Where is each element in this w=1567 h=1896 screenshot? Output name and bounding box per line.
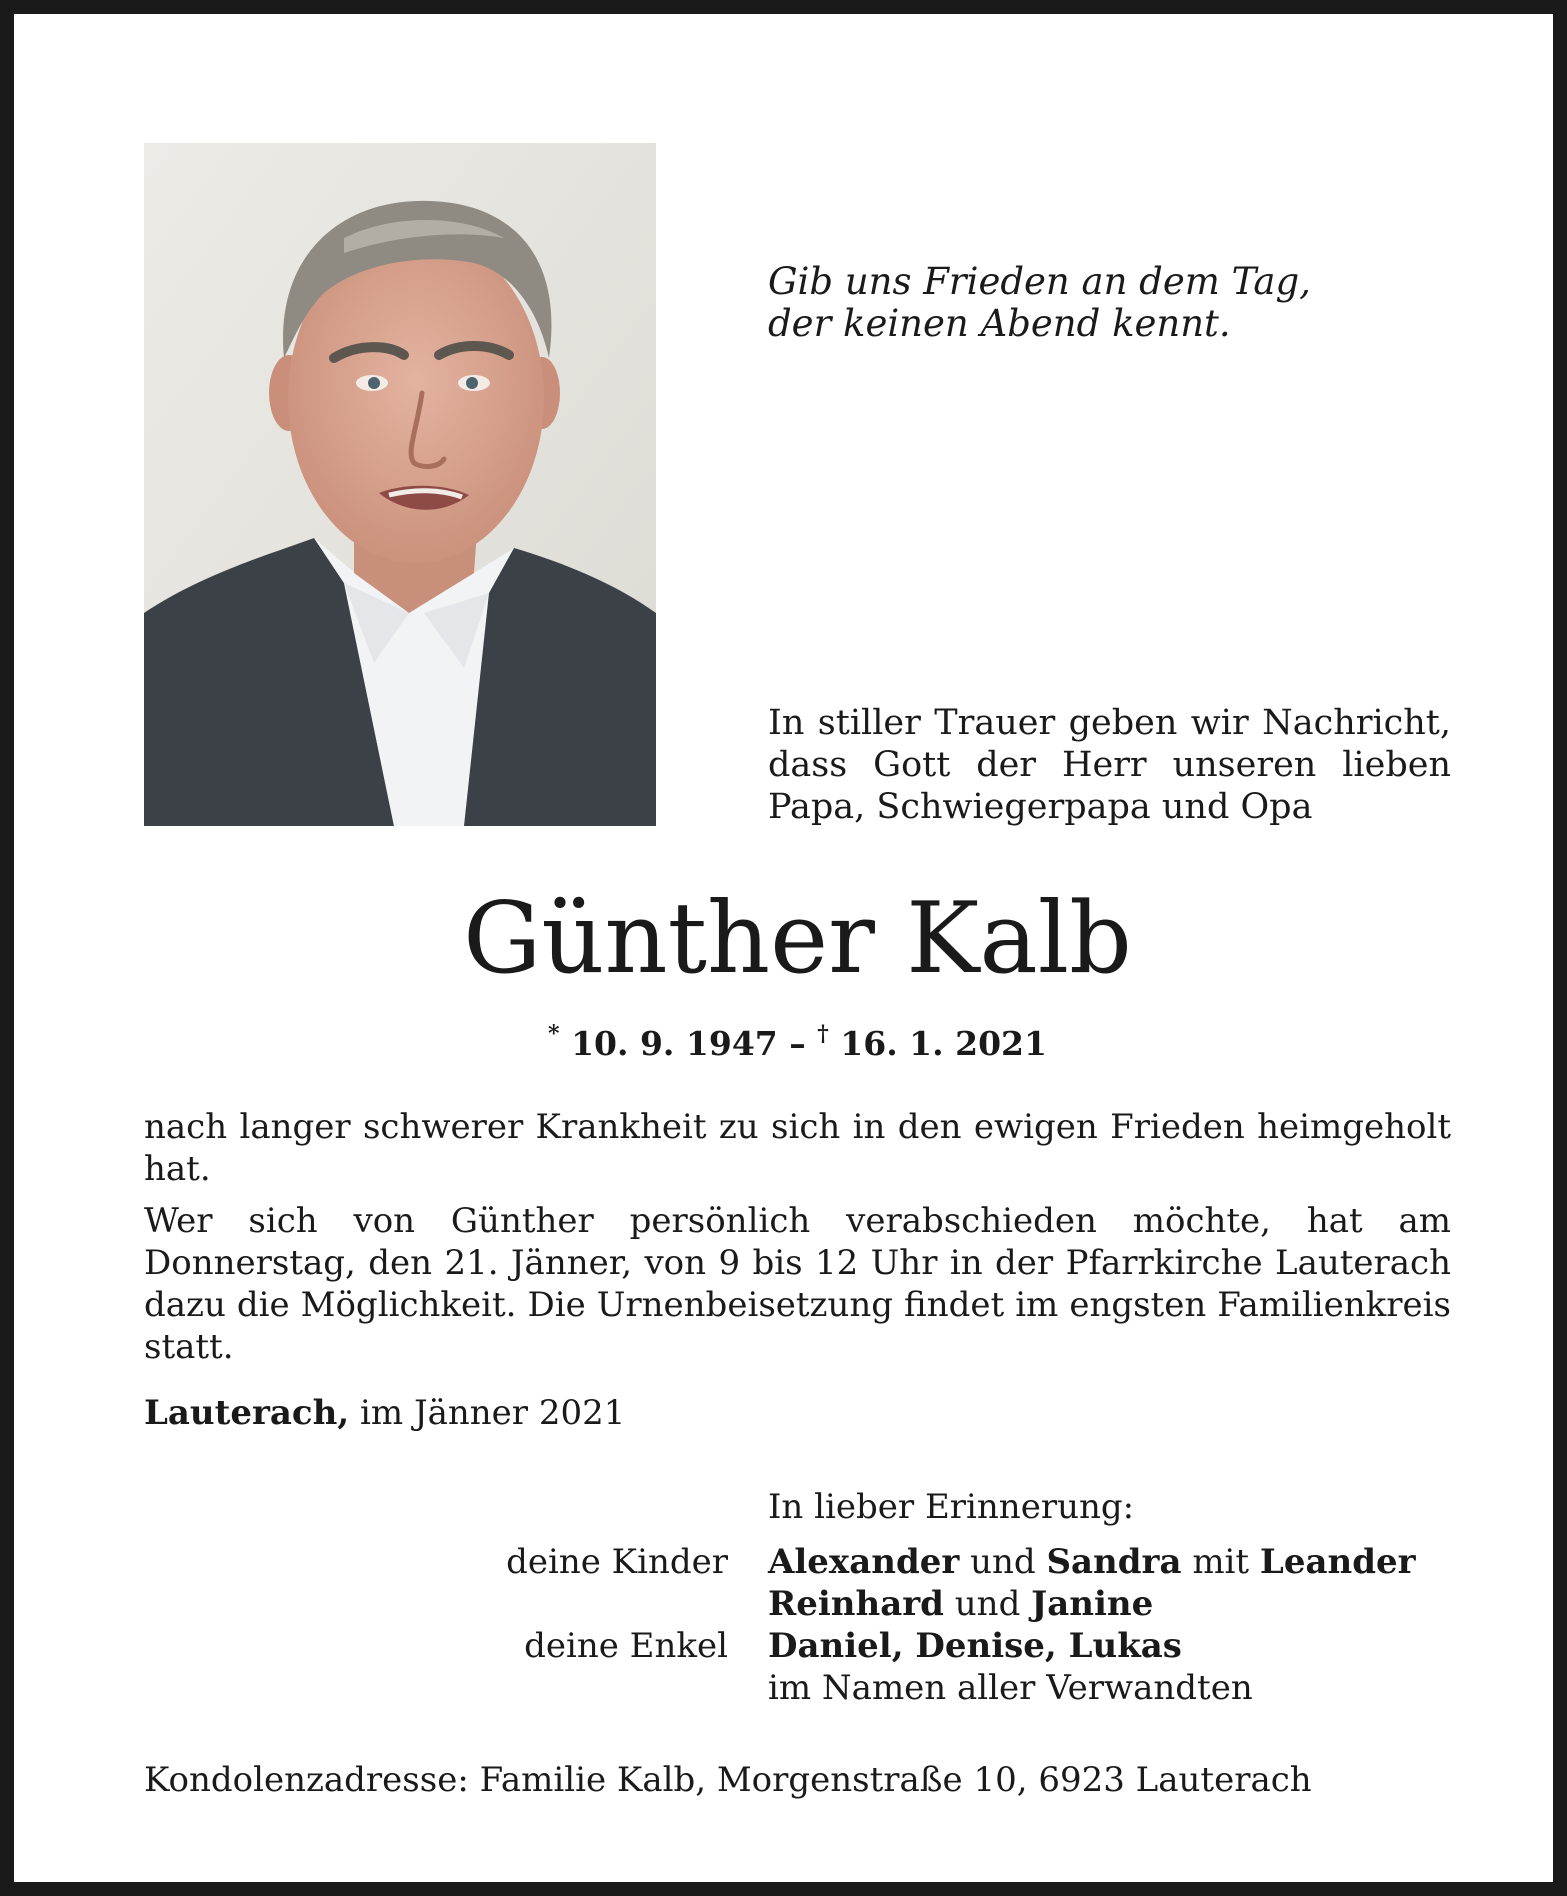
child-1-kid-name: Leander [1259, 1542, 1416, 1582]
death-symbol: † [817, 1021, 829, 1047]
child-2-name: Reinhard [768, 1584, 944, 1624]
place-and-date [144, 1392, 625, 1434]
children-label-spacer [506, 1583, 728, 1625]
place-town: Lauterach, [144, 1393, 350, 1433]
with-word: mit [1192, 1542, 1250, 1582]
child-2-partner-name: Janine [1031, 1584, 1154, 1624]
children-row-2 [768, 1583, 1416, 1625]
date-separator: – [789, 1024, 806, 1063]
motto-line-1: Gib uns Frieden an dem Tag, [768, 260, 1311, 303]
birth-symbol: * [548, 1021, 560, 1047]
body-paragraph-1: nach langer schwerer Krankheit zu sich in den ewigen Frieden heimgeholt hat. [144, 1107, 1451, 1189]
and-word-1: und [970, 1542, 1036, 1582]
children-row-1 [768, 1541, 1416, 1583]
birth-date: 10. 9. 1947 [571, 1024, 778, 1063]
portrait-photo-icon [144, 143, 656, 826]
place-date: im Jänner 2021 [360, 1393, 626, 1433]
body-paragraph-2: Wer sich von Günther persönlich verabschieden möchte, hat am Donnerstag, den 21. Jänner, von 9 bis 12 Uhr in der Pfarrkirche Lauterach dazu die Möglichkeit. Die Urnenbeisetzung findet im engsten Familienkreis statt. [144, 1201, 1451, 1367]
death-date: 16. 1. 2021 [840, 1024, 1047, 1063]
family-labels [506, 1541, 728, 1667]
grandchildren-label: deine Enkel [524, 1626, 728, 1666]
child-1-name: Alexander [768, 1542, 960, 1582]
condolence-address: Kondolenzadresse: Familie Kalb, Morgenstraße 10, 6923 Lauterach [144, 1760, 1312, 1800]
and-word-2: und [954, 1584, 1021, 1624]
motto-line-2: der keinen Abend kennt. [768, 302, 1231, 345]
announcement-text: In stiller Trauer geben wir Nachricht, dass Gott der Herr unseren lieben Papa, Schwiegerpapa und Opa [768, 703, 1451, 827]
grandchildren-row [768, 1625, 1416, 1667]
relatives-row: im Namen aller Verwandten [768, 1668, 1253, 1708]
child-1-partner-name: Sandra [1046, 1542, 1182, 1582]
obituary-body [144, 1106, 1451, 1378]
deceased-name: Günther Kalb [463, 882, 1132, 996]
grandchildren-names: Daniel, Denise, Lukas [768, 1626, 1182, 1666]
life-dates [14, 1014, 1567, 1066]
family-names [768, 1541, 1416, 1709]
children-label: deine Kinder [506, 1542, 728, 1582]
motto-quote [768, 261, 1468, 345]
memory-intro: In lieber Erinnerung: [768, 1487, 1135, 1527]
